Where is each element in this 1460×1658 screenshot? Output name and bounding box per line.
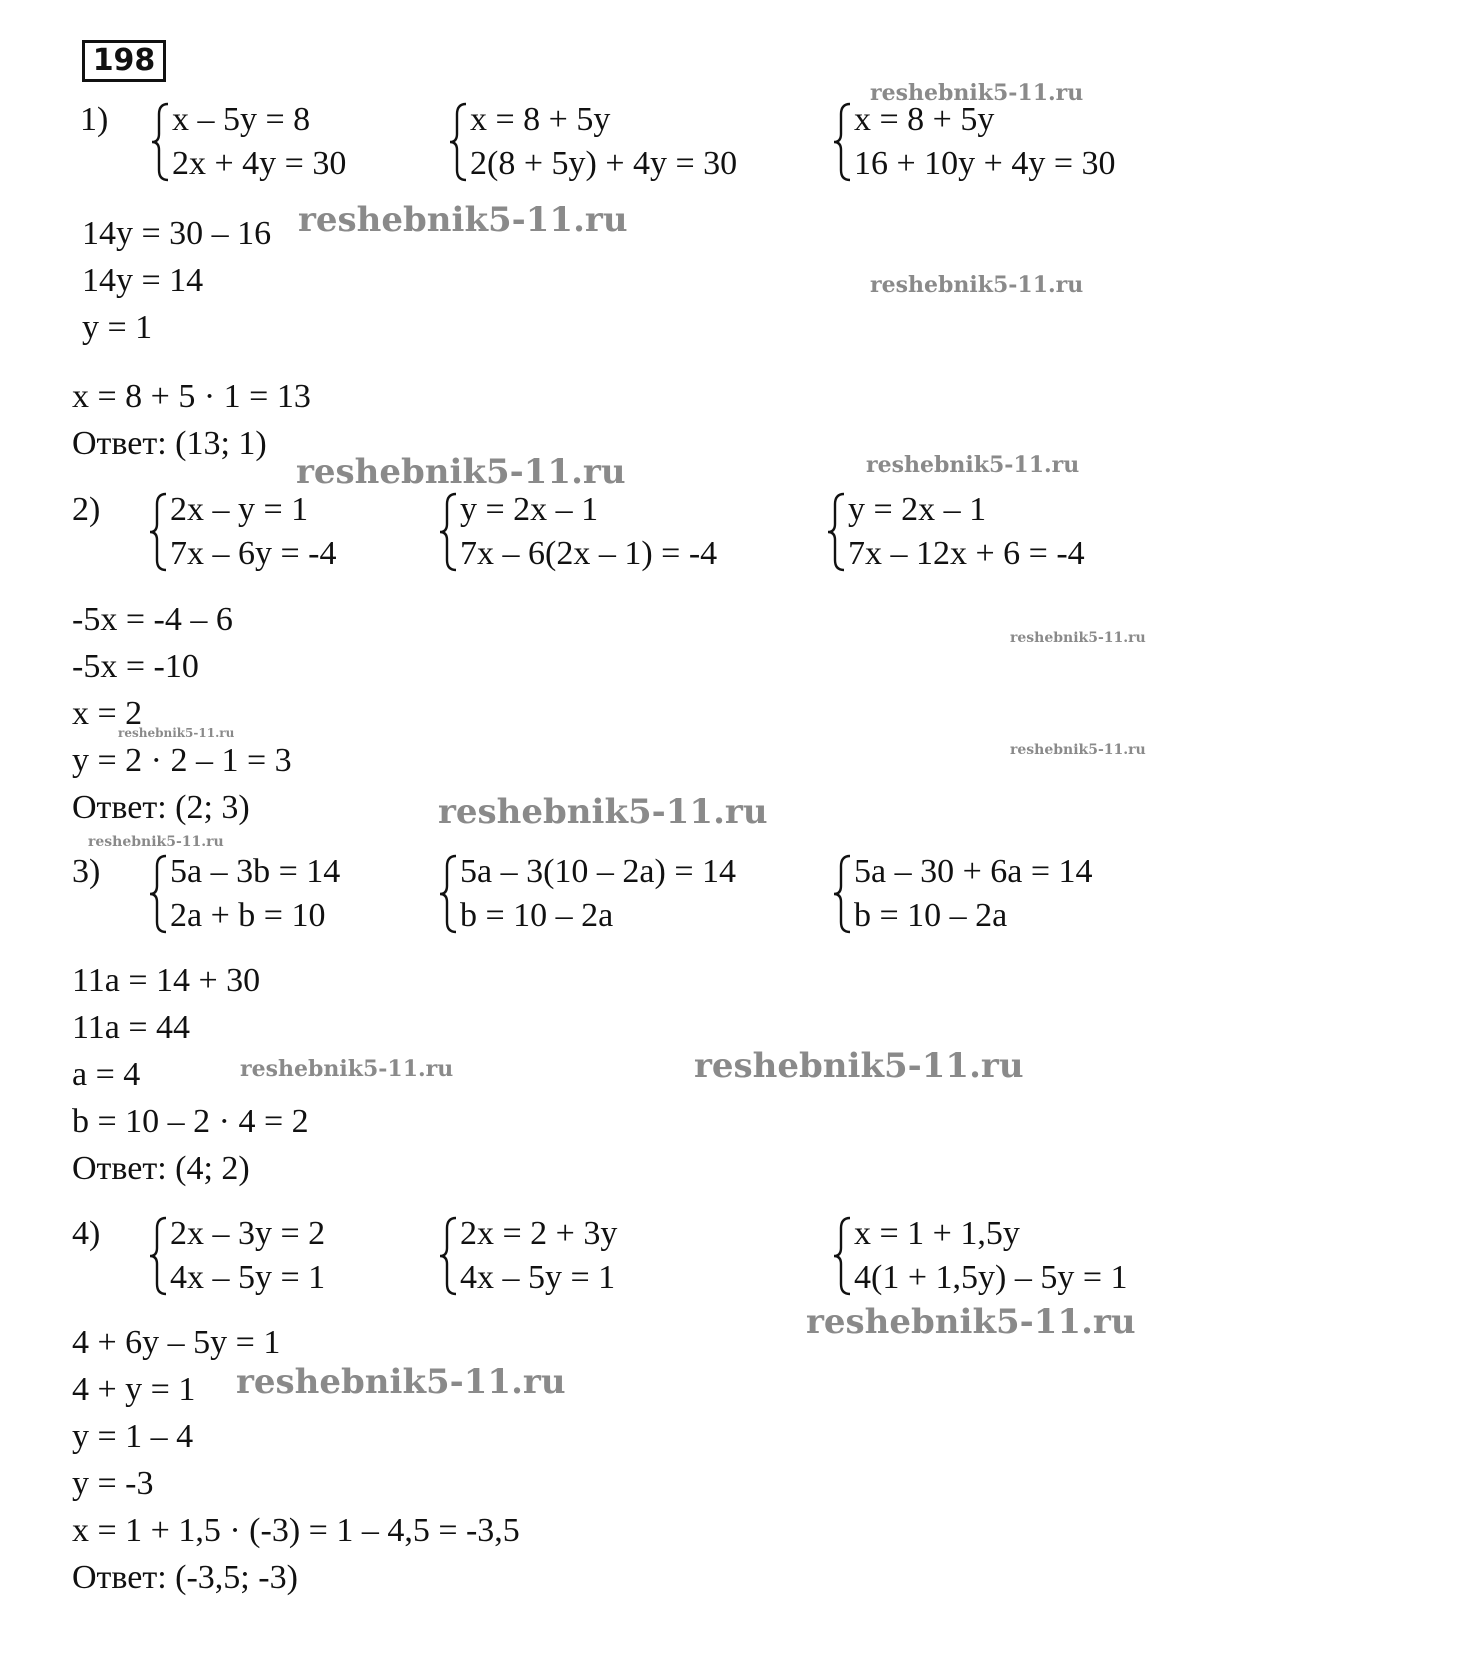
- watermark: reshebnik5-11.ru: [240, 1056, 454, 1082]
- brace-icon: [150, 100, 170, 184]
- part1-answer: Ответ: (13; 1): [72, 425, 267, 462]
- brace-icon: [826, 490, 846, 574]
- equation: 7x – 6y = -4: [170, 535, 337, 572]
- part3-system-1: [148, 850, 340, 938]
- watermark: reshebnik5-11.ru: [298, 200, 628, 240]
- equation: 7x – 6(2x – 1) = -4: [460, 535, 718, 572]
- brace-icon: [438, 852, 458, 936]
- part2-system-1: [148, 488, 337, 576]
- part4-system-2: [438, 1212, 617, 1300]
- equation: b = 10 – 2a: [460, 897, 614, 934]
- part4-answer: Ответ: (-3,5; -3): [72, 1559, 298, 1596]
- watermark: reshebnik5-11.ru: [296, 452, 626, 492]
- part1-system-2: [448, 98, 737, 186]
- equation: 4x – 5y = 1: [460, 1259, 616, 1296]
- part4-system-3: [832, 1212, 1128, 1300]
- brace-icon: [148, 490, 168, 574]
- equation: 4(1 + 1,5y) – 5y = 1: [854, 1259, 1128, 1296]
- part4-step: x = 1 + 1,5 · (-3) = 1 – 4,5 = -3,5: [72, 1512, 520, 1549]
- part4-step: 4 + y = 1: [72, 1371, 196, 1408]
- part3-label: 3): [72, 853, 101, 890]
- part1-step: 14y = 30 – 16: [82, 215, 272, 252]
- part2-step: -5x = -4 – 6: [72, 601, 233, 638]
- brace-icon: [148, 852, 168, 936]
- part2-step: -5x = -10: [72, 648, 199, 685]
- equation: y = 2x – 1: [848, 491, 987, 528]
- equation: 2x = 2 + 3y: [460, 1215, 618, 1252]
- brace-icon: [832, 852, 852, 936]
- part3-step: 11a = 14 + 30: [72, 962, 261, 999]
- equation: x = 1 + 1,5y: [854, 1215, 1020, 1252]
- brace-icon: [148, 1214, 168, 1298]
- part3-system-2: [438, 850, 736, 938]
- brace-icon: [448, 100, 468, 184]
- part2-step: y = 2 · 2 – 1 = 3: [72, 742, 292, 779]
- watermark: reshebnik5-11.ru: [118, 726, 235, 740]
- equation: 7x – 12x + 6 = -4: [848, 535, 1085, 572]
- equation: 2(8 + 5y) + 4y = 30: [470, 145, 738, 182]
- part4-step: y = 1 – 4: [72, 1418, 194, 1455]
- equation: 16 + 10y + 4y = 30: [854, 145, 1116, 182]
- part2-answer: Ответ: (2; 3): [72, 789, 250, 826]
- part1-system-1: [150, 98, 346, 186]
- equation: x – 5y = 8: [172, 101, 311, 138]
- part4-system-1: [148, 1212, 325, 1300]
- watermark: reshebnik5-11.ru: [1010, 630, 1146, 646]
- part3-step: a = 4: [72, 1056, 141, 1093]
- part1-step: 14y = 14: [82, 262, 204, 299]
- equation: 2x + 4y = 30: [172, 145, 347, 182]
- equation: 2x – 3y = 2: [170, 1215, 326, 1252]
- watermark: reshebnik5-11.ru: [236, 1362, 566, 1402]
- watermark: reshebnik5-11.ru: [438, 792, 768, 832]
- equation: b = 10 – 2a: [854, 897, 1008, 934]
- part2-step: x = 2: [72, 695, 143, 732]
- watermark: reshebnik5-11.ru: [1010, 742, 1146, 758]
- equation: 4x – 5y = 1: [170, 1259, 326, 1296]
- part4-step: y = -3: [72, 1465, 154, 1502]
- part1-label: 1): [80, 101, 109, 138]
- part3-step: 11a = 44: [72, 1009, 191, 1046]
- brace-icon: [832, 100, 852, 184]
- equation: 5a – 30 + 6a = 14: [854, 853, 1093, 890]
- equation: 5a – 3(10 – 2a) = 14: [460, 853, 737, 890]
- part1-step: y = 1: [82, 309, 153, 346]
- part2-system-2: [438, 488, 717, 576]
- equation: 2a + b = 10: [170, 897, 326, 934]
- part3-step: b = 10 – 2 · 4 = 2: [72, 1103, 309, 1140]
- brace-icon: [438, 1214, 458, 1298]
- part4-step: 4 + 6y – 5y = 1: [72, 1324, 281, 1361]
- equation: 2x – y = 1: [170, 491, 309, 528]
- equation: y = 2x – 1: [460, 491, 599, 528]
- part4-label: 4): [72, 1215, 101, 1252]
- equation: x = 8 + 5y: [470, 101, 611, 138]
- problem-number: 198: [82, 40, 166, 82]
- part2-system-3: [826, 488, 1085, 576]
- watermark: reshebnik5-11.ru: [88, 834, 224, 850]
- equation: 5a – 3b = 14: [170, 853, 341, 890]
- watermark: reshebnik5-11.ru: [806, 1302, 1136, 1342]
- brace-icon: [438, 490, 458, 574]
- part3-system-3: [832, 850, 1093, 938]
- part2-label: 2): [72, 491, 101, 528]
- part1-system-3: [832, 98, 1116, 186]
- watermark: reshebnik5-11.ru: [870, 272, 1084, 298]
- brace-icon: [832, 1214, 852, 1298]
- part1-x-line: x = 8 + 5 · 1 = 13: [72, 378, 311, 415]
- equation: x = 8 + 5y: [854, 101, 995, 138]
- watermark: reshebnik5-11.ru: [866, 452, 1080, 478]
- part3-answer: Ответ: (4; 2): [72, 1150, 250, 1187]
- watermark: reshebnik5-11.ru: [694, 1046, 1024, 1086]
- watermark: reshebnik5-11.ru: [870, 80, 1084, 106]
